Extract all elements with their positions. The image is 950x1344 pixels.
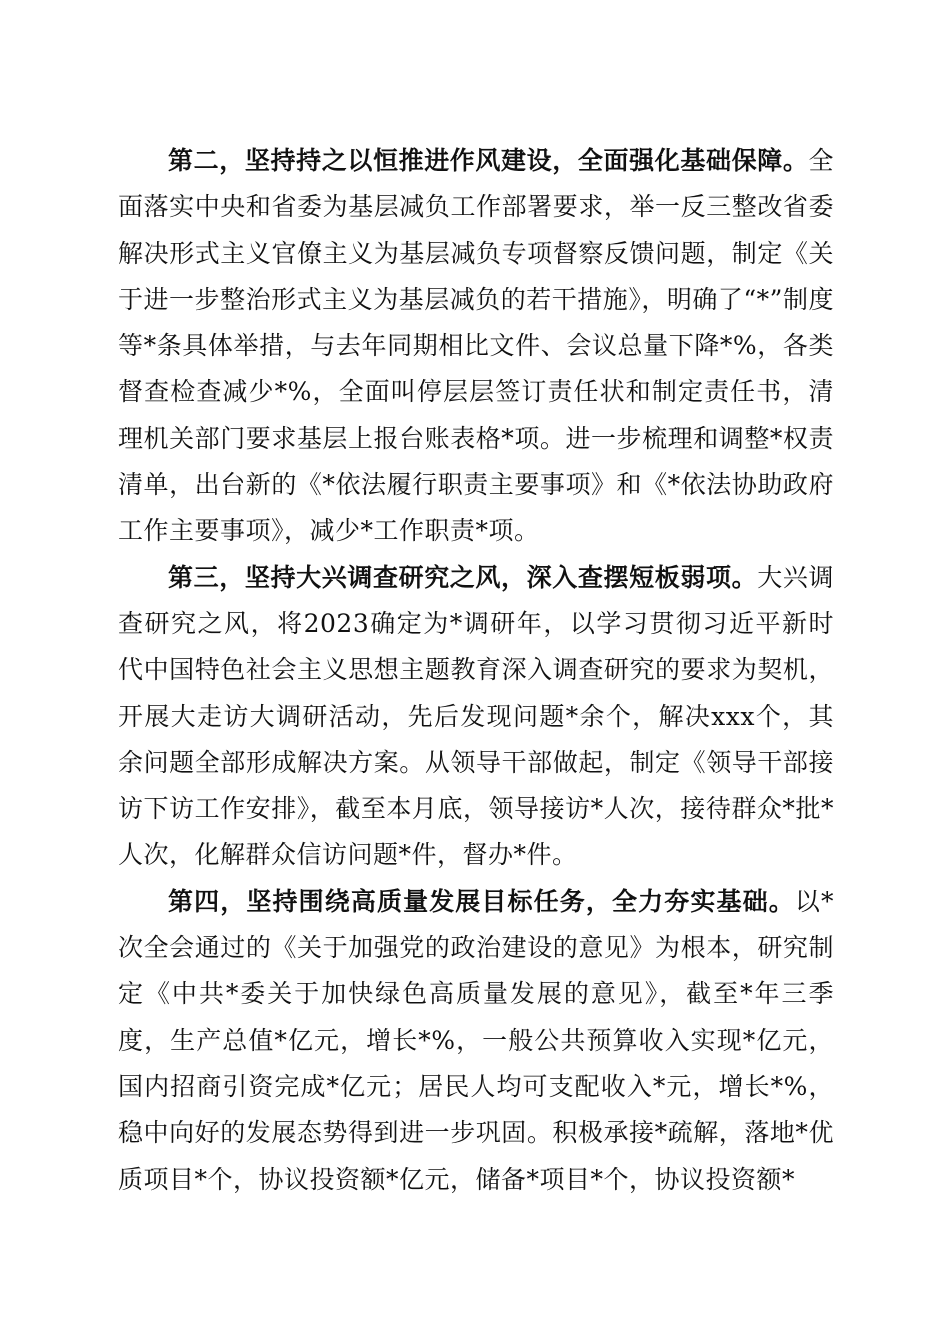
paragraph-4 — [118, 879, 834, 1203]
paragraph-heading: 第四，坚持围绕高质量发展目标任务，全力夯实基础。 — [168, 886, 795, 916]
paragraph-heading: 第二，坚持持之以恒推进作风建设，全面强化基础保障。 — [168, 146, 809, 175]
paragraph-2 — [118, 138, 834, 555]
paragraph-text: 大兴调查研究之风，将2023确定为*调研年，以学习贯彻习近平新时代中国特色社会主义思想主题教育深入调查研究的要求为契机，开展大走访大调研活动，先后发现问题*余个，解决xxx个，其余问题全部形成解决方案。从领导干部做起，制定《领导干部接访下访工作安排》，截至本月底，领导接访*人次，接待群众*批*人次，化解群众信访问题*件，督办*件。 — [118, 562, 834, 870]
paragraph-heading: 第三，坚持大兴调查研究之风，深入查摆短板弱项。 — [168, 562, 758, 592]
paragraph-text: 以*次全会通过的《关于加强党的政治建设的意见》为根本，研究制定《中共*委关于加快绿色高质量发展的意见》，截至*年三季度，生产总值*亿元，增长*%，一般公共预算收入实现*亿元，国内招商引资完成*亿元；居民人均可支配收入*元，增长*%，稳中向好的发展态势得到进一步巩固。积极承接*疏解，落地*优质项目*个，协议投资额*亿元，储备*项目*个，协议投资额* — [118, 886, 834, 1194]
paragraph-text: 全面落实中央和省委为基层减负工作部署要求，举一反三整改省委解决形式主义官僚主义为基层减负专项督察反馈问题，制定《关于进一步整治形式主义为基层减负的若干措施》，明确了“*”制度等*条具体举措，与去年同期相比文件、会议总量下降*%，各类督查检查减少*%，全面叫停层层签订责任状和制定责任书，清理机关部门要求基层上报台账表格*项。进一步梳理和调整*权责清单，出台新的《*依法履行职责主要事项》和《*依法协助政府工作主要事项》，减少*工作职责*项。 — [118, 146, 834, 546]
document-body — [118, 138, 834, 1203]
paragraph-3 — [118, 555, 834, 879]
